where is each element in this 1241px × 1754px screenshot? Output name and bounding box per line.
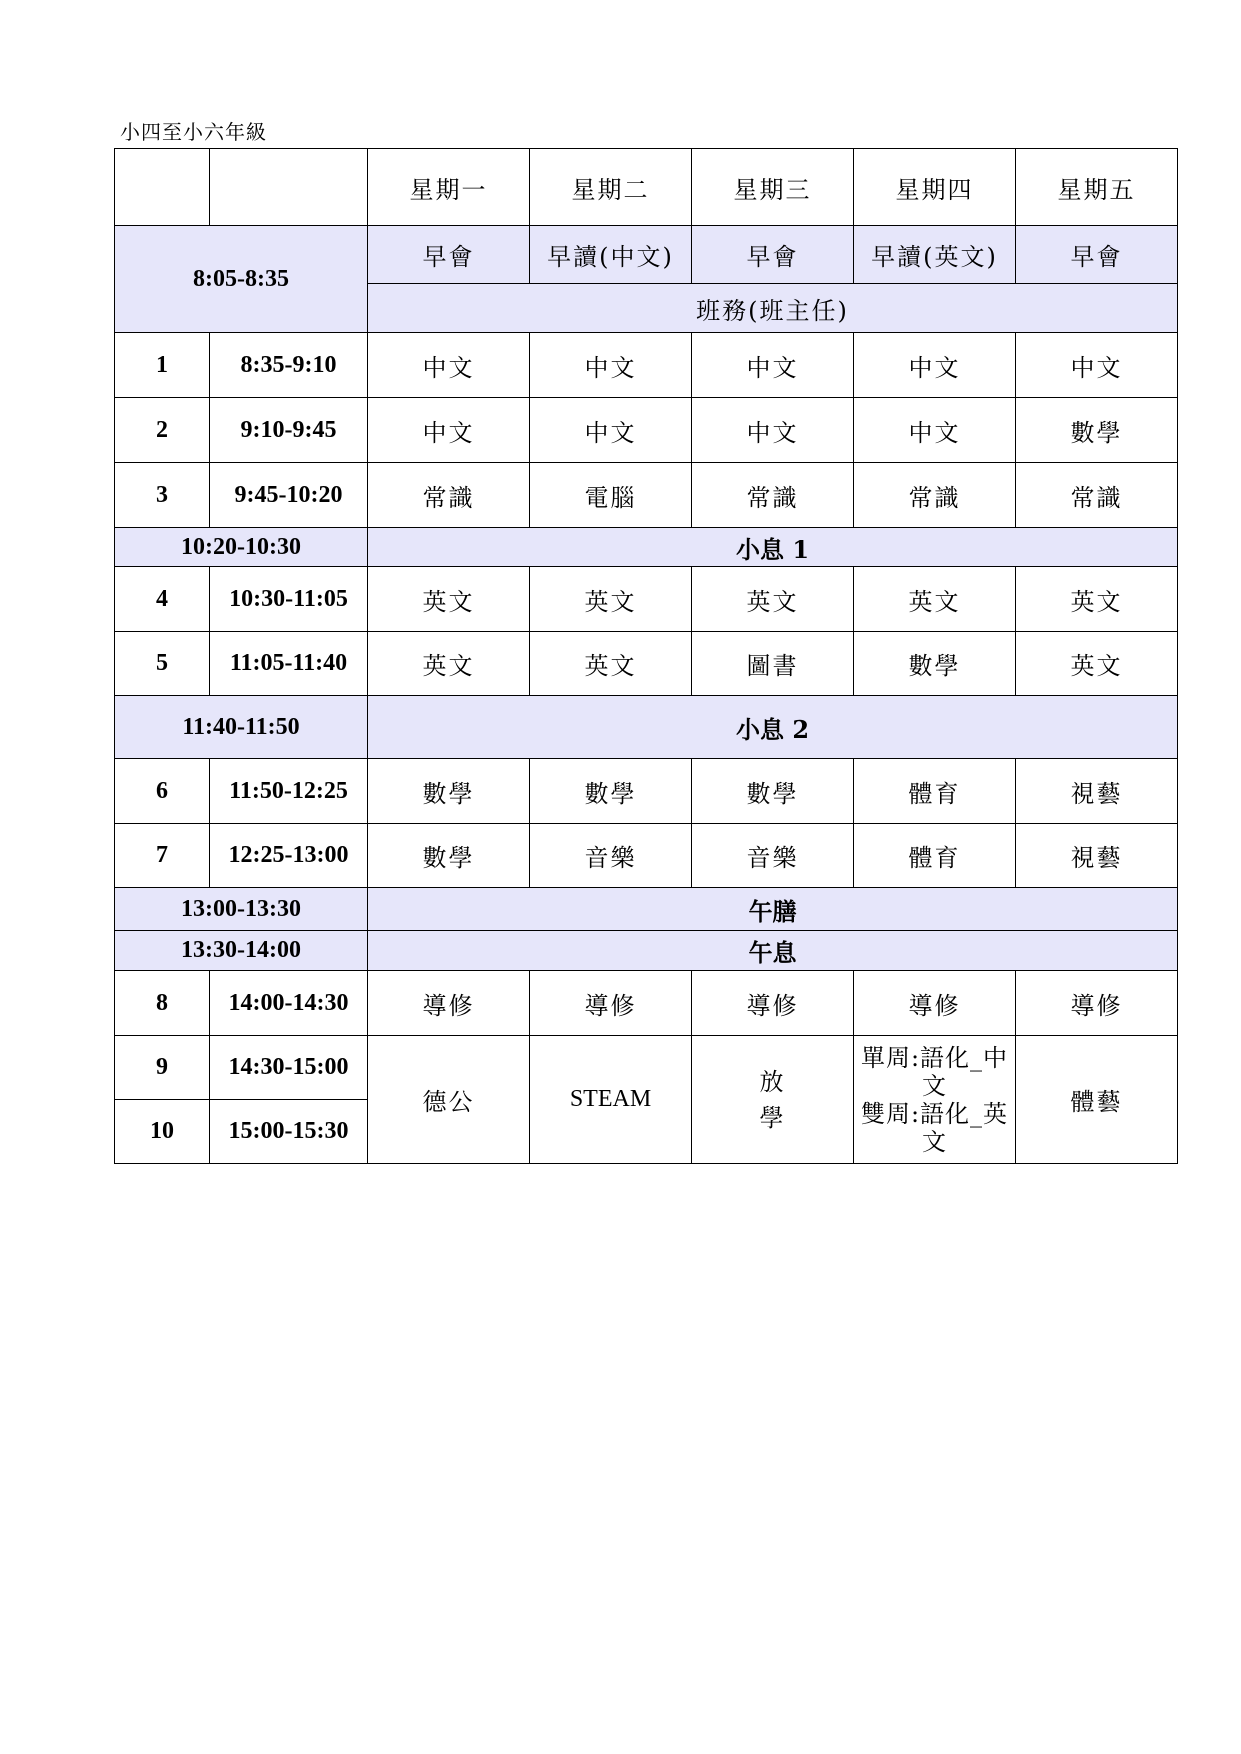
subject-cell: 體育 [854, 824, 1016, 888]
subject-cell: 音樂 [530, 824, 692, 888]
assembly-time: 8:05-8:35 [115, 226, 368, 333]
period-time: 11:50-12:25 [210, 759, 368, 824]
period-time: 10:30-11:05 [210, 567, 368, 632]
period-row [115, 971, 1178, 1036]
period-number: 4 [115, 567, 210, 632]
day-header-tue: 星期二 [530, 149, 692, 226]
break-label: 午膳 [368, 888, 1178, 931]
subject-cell: 數學 [692, 759, 854, 824]
class-affairs: 班務(班主任) [368, 284, 1178, 333]
subject-cell: 數學 [368, 824, 530, 888]
subject-cell: 常識 [1016, 463, 1178, 528]
break-label: 午息 [368, 931, 1178, 971]
dismissal-char: 學 [759, 1103, 786, 1132]
period-number: 3 [115, 463, 210, 528]
subject-cell: 導修 [692, 971, 854, 1036]
subject-cell: 英文 [1016, 632, 1178, 696]
subject-cell: 中文 [368, 398, 530, 463]
subject-cell: 視藝 [1016, 759, 1178, 824]
day-header-fri: 星期五 [1016, 149, 1178, 226]
break-row [115, 528, 1178, 567]
period-number: 5 [115, 632, 210, 696]
subject-cell: 音樂 [692, 824, 854, 888]
subject-cell: 常識 [692, 463, 854, 528]
break-time: 10:20-10:30 [115, 528, 368, 567]
subject-cell: 英文 [692, 567, 854, 632]
subject-cell: 數學 [854, 632, 1016, 696]
header-blank-cell [210, 149, 368, 226]
period-row [115, 824, 1178, 888]
subject-cell: 電腦 [530, 463, 692, 528]
period-time: 15:00-15:30 [210, 1100, 368, 1164]
subject-cell: 數學 [368, 759, 530, 824]
subject-cell: 視藝 [1016, 824, 1178, 888]
period-time: 9:45-10:20 [210, 463, 368, 528]
period-number: 10 [115, 1100, 210, 1164]
period-row [115, 759, 1178, 824]
subject-cell: 中文 [854, 333, 1016, 398]
period-time: 8:35-9:10 [210, 333, 368, 398]
period-time: 9:10-9:45 [210, 398, 368, 463]
subject-cell: 英文 [530, 632, 692, 696]
period-time: 14:00-14:30 [210, 971, 368, 1036]
period-row [115, 398, 1178, 463]
subject-cell: 體藝 [1016, 1036, 1178, 1164]
break-label: 小息 2 [368, 696, 1178, 759]
period-number: 6 [115, 759, 210, 824]
break-row [115, 931, 1178, 971]
subject-cell: 中文 [692, 333, 854, 398]
day-header-mon: 星期一 [368, 149, 530, 226]
header-row [115, 149, 1178, 226]
alternating-week-cell [854, 1036, 1016, 1164]
period-time: 12:25-13:00 [210, 824, 368, 888]
subject-cell: 英文 [368, 632, 530, 696]
period-number: 8 [115, 971, 210, 1036]
assembly-item: 早會 [1016, 226, 1178, 284]
break-time: 13:00-13:30 [115, 888, 368, 931]
assembly-row [115, 226, 1178, 284]
subject-cell: 中文 [692, 398, 854, 463]
header-blank-cell [115, 149, 210, 226]
period-time: 11:05-11:40 [210, 632, 368, 696]
period-number: 2 [115, 398, 210, 463]
day-header-wed: 星期三 [692, 149, 854, 226]
subject-cell: 中文 [530, 398, 692, 463]
odd-week-note: 單周:語化_中文 [860, 1043, 1009, 1100]
assembly-item: 早會 [692, 226, 854, 284]
period-row [115, 463, 1178, 528]
period-time: 14:30-15:00 [210, 1036, 368, 1100]
dismissal-cell [692, 1036, 854, 1164]
subject-cell: 德公 [368, 1036, 530, 1164]
subject-cell: 英文 [368, 567, 530, 632]
break-label: 小息 1 [368, 528, 1178, 567]
assembly-item: 早讀(中文) [530, 226, 692, 284]
subject-cell: 導修 [1016, 971, 1178, 1036]
subject-cell: 中文 [530, 333, 692, 398]
break-row [115, 888, 1178, 931]
break-row [115, 696, 1178, 759]
break-time: 11:40-11:50 [115, 696, 368, 759]
subject-cell: 英文 [1016, 567, 1178, 632]
subject-cell: 數學 [530, 759, 692, 824]
timetable [114, 148, 1178, 1164]
even-week-note: 雙周:語化_英文 [860, 1099, 1009, 1156]
period-row [115, 567, 1178, 632]
assembly-item: 早會 [368, 226, 530, 284]
subject-cell: 導修 [530, 971, 692, 1036]
subject-cell: 英文 [530, 567, 692, 632]
subject-cell: 英文 [854, 567, 1016, 632]
assembly-item: 早讀(英文) [854, 226, 1016, 284]
period-row [115, 333, 1178, 398]
period-row [115, 632, 1178, 696]
subject-cell: 導修 [854, 971, 1016, 1036]
subject-cell: 圖書 [692, 632, 854, 696]
dismissal-char: 放 [759, 1067, 786, 1096]
subject-cell: 常識 [368, 463, 530, 528]
subject-cell: STEAM [530, 1036, 692, 1164]
subject-cell: 常識 [854, 463, 1016, 528]
subject-cell: 導修 [368, 971, 530, 1036]
subject-cell: 體育 [854, 759, 1016, 824]
page-caption: 小四至小六年級 [120, 120, 267, 144]
subject-cell: 數學 [1016, 398, 1178, 463]
subject-cell: 中文 [368, 333, 530, 398]
subject-cell: 中文 [1016, 333, 1178, 398]
day-header-thu: 星期四 [854, 149, 1016, 226]
break-time: 13:30-14:00 [115, 931, 368, 971]
period-number: 9 [115, 1036, 210, 1100]
period-number: 1 [115, 333, 210, 398]
subject-cell: 中文 [854, 398, 1016, 463]
period-row [115, 1036, 1178, 1100]
period-number: 7 [115, 824, 210, 888]
